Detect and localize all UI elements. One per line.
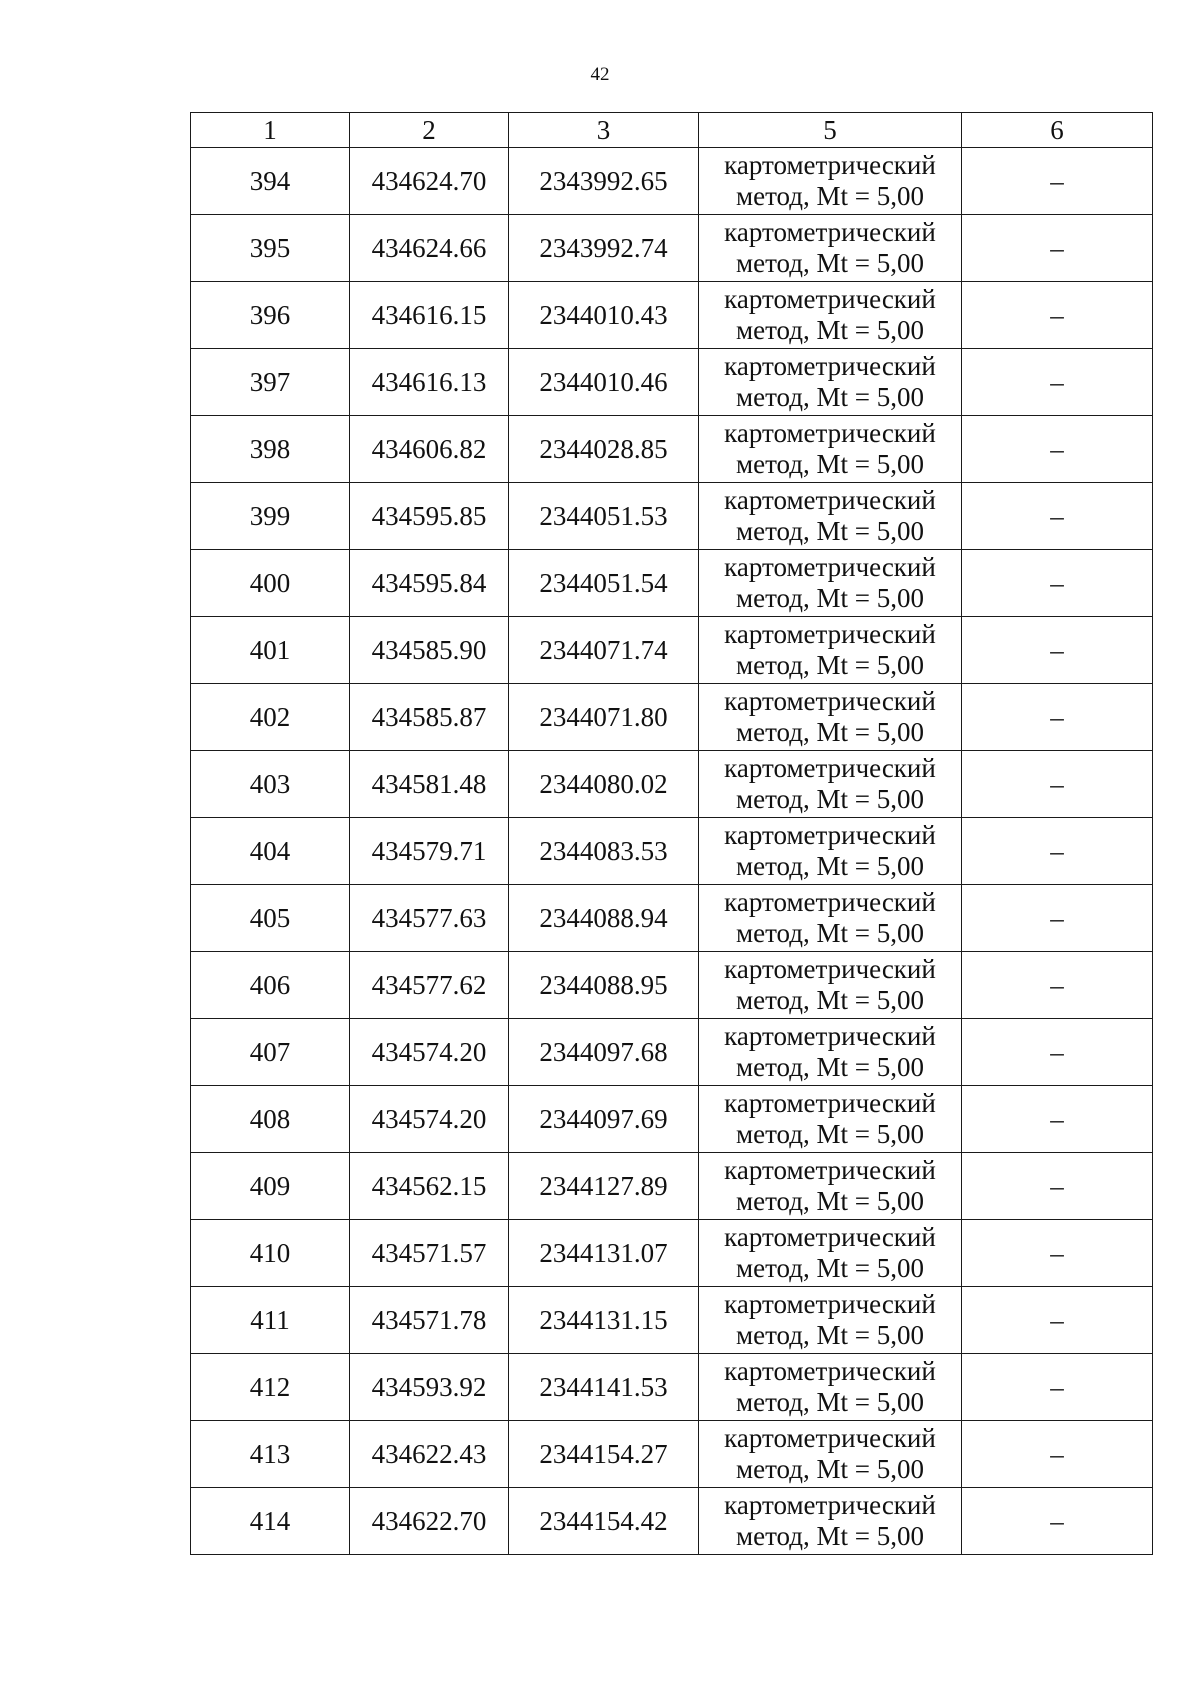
cell-x: 434574.20 [350,1086,509,1153]
cell-point-number: 408 [191,1086,350,1153]
coordinates-table [190,112,1153,1555]
cell-x: 434577.62 [350,952,509,1019]
table-row [191,282,1153,349]
cell-x: 434579.71 [350,818,509,885]
method-line-1: картометрический [724,1155,936,1185]
table-row [191,349,1153,416]
cell-x: 434606.82 [350,416,509,483]
method-line-1: картометрический [724,1222,936,1252]
cell-point-number: 400 [191,550,350,617]
method-line-2: метод, Mt = 5,00 [736,1320,924,1350]
cell-point-number: 403 [191,751,350,818]
cell-col6: – [962,1488,1153,1555]
cell-col6: – [962,1421,1153,1488]
cell-x: 434581.48 [350,751,509,818]
cell-x: 434616.13 [350,349,509,416]
cell-method [699,1019,962,1086]
cell-col6: – [962,215,1153,282]
cell-y: 2344083.53 [509,818,699,885]
method-line-1: картометрический [724,954,936,984]
cell-point-number: 401 [191,617,350,684]
cell-method [699,1421,962,1488]
table-row [191,1488,1153,1555]
cell-method [699,148,962,215]
table-row [191,1421,1153,1488]
page-number: 42 [590,64,610,85]
method-line-1: картометрический [724,887,936,917]
cell-y: 2344080.02 [509,751,699,818]
cell-method [699,1354,962,1421]
method-line-2: метод, Mt = 5,00 [736,851,924,881]
cell-y: 2344051.53 [509,483,699,550]
method-line-1: картометрический [724,284,936,314]
method-line-1: картометрический [724,217,936,247]
method-line-2: метод, Mt = 5,00 [736,650,924,680]
table-row [191,617,1153,684]
method-line-1: картометрический [724,418,936,448]
cell-y: 2344097.69 [509,1086,699,1153]
header-cell-method: 5 [699,113,962,148]
cell-x: 434571.78 [350,1287,509,1354]
cell-col6: – [962,751,1153,818]
table-row [191,1220,1153,1287]
cell-method [699,617,962,684]
table-row [191,148,1153,215]
cell-col6: – [962,349,1153,416]
header-row [191,113,1153,148]
cell-x: 434622.70 [350,1488,509,1555]
cell-point-number: 410 [191,1220,350,1287]
cell-col6: – [962,1153,1153,1220]
cell-method [699,1086,962,1153]
cell-col6: – [962,1019,1153,1086]
header-cell-x: 2 [350,113,509,148]
cell-x: 434593.92 [350,1354,509,1421]
cell-method [699,1287,962,1354]
cell-point-number: 404 [191,818,350,885]
cell-x: 434624.70 [350,148,509,215]
method-line-1: картометрический [724,150,936,180]
cell-col6: – [962,885,1153,952]
method-line-1: картометрический [724,1289,936,1319]
method-line-2: метод, Mt = 5,00 [736,516,924,546]
cell-method [699,818,962,885]
cell-method [699,952,962,1019]
cell-y: 2344088.94 [509,885,699,952]
cell-x: 434585.87 [350,684,509,751]
cell-point-number: 397 [191,349,350,416]
method-line-2: метод, Mt = 5,00 [736,315,924,345]
cell-y: 2344051.54 [509,550,699,617]
cell-method [699,684,962,751]
method-line-1: картометрический [724,485,936,515]
cell-x: 434585.90 [350,617,509,684]
cell-col6: – [962,617,1153,684]
cell-y: 2344088.95 [509,952,699,1019]
table-row [191,416,1153,483]
method-line-1: картометрический [724,1490,936,1520]
method-line-2: метод, Mt = 5,00 [736,717,924,747]
cell-col6: – [962,818,1153,885]
cell-point-number: 394 [191,148,350,215]
cell-method [699,1220,962,1287]
method-line-1: картометрический [724,619,936,649]
table-body [191,148,1153,1555]
cell-x: 434624.66 [350,215,509,282]
method-line-2: метод, Mt = 5,00 [736,784,924,814]
cell-method [699,751,962,818]
method-line-1: картометрический [724,686,936,716]
method-line-2: метод, Mt = 5,00 [736,583,924,613]
cell-x: 434577.63 [350,885,509,952]
table-row [191,818,1153,885]
cell-col6: – [962,952,1153,1019]
cell-col6: – [962,1086,1153,1153]
header-cell-col6: 6 [962,113,1153,148]
cell-point-number: 399 [191,483,350,550]
cell-col6: – [962,148,1153,215]
cell-y: 2344097.68 [509,1019,699,1086]
cell-method [699,215,962,282]
cell-x: 434574.20 [350,1019,509,1086]
cell-y: 2343992.65 [509,148,699,215]
cell-x: 434616.15 [350,282,509,349]
method-line-2: метод, Mt = 5,00 [736,985,924,1015]
cell-point-number: 405 [191,885,350,952]
cell-y: 2344154.42 [509,1488,699,1555]
method-line-2: метод, Mt = 5,00 [736,382,924,412]
method-line-2: метод, Mt = 5,00 [736,449,924,479]
method-line-2: метод, Mt = 5,00 [736,1387,924,1417]
cell-y: 2344010.46 [509,349,699,416]
header-cell-point-number: 1 [191,113,350,148]
cell-point-number: 407 [191,1019,350,1086]
table-row [191,1086,1153,1153]
table-row [191,550,1153,617]
method-line-2: метод, Mt = 5,00 [736,1052,924,1082]
method-line-2: метод, Mt = 5,00 [736,1454,924,1484]
cell-y: 2343992.74 [509,215,699,282]
cell-point-number: 414 [191,1488,350,1555]
table-row [191,215,1153,282]
table-header [191,113,1153,148]
method-line-2: метод, Mt = 5,00 [736,918,924,948]
cell-y: 2344141.53 [509,1354,699,1421]
cell-x: 434595.84 [350,550,509,617]
cell-x: 434595.85 [350,483,509,550]
method-line-1: картометрический [724,1356,936,1386]
cell-method [699,1488,962,1555]
method-line-2: метод, Mt = 5,00 [736,1521,924,1551]
cell-col6: – [962,282,1153,349]
cell-method [699,349,962,416]
cell-point-number: 396 [191,282,350,349]
cell-y: 2344071.74 [509,617,699,684]
method-line-1: картометрический [724,1423,936,1453]
method-line-1: картометрический [724,820,936,850]
cell-col6: – [962,483,1153,550]
method-line-2: метод, Mt = 5,00 [736,181,924,211]
cell-x: 434571.57 [350,1220,509,1287]
method-line-1: картометрический [724,552,936,582]
table-row [191,684,1153,751]
cell-point-number: 411 [191,1287,350,1354]
cell-point-number: 402 [191,684,350,751]
cell-point-number: 409 [191,1153,350,1220]
cell-method [699,550,962,617]
cell-col6: – [962,550,1153,617]
cell-col6: – [962,684,1153,751]
cell-col6: – [962,416,1153,483]
cell-x: 434622.43 [350,1421,509,1488]
table-row [191,483,1153,550]
cell-method [699,1153,962,1220]
cell-point-number: 412 [191,1354,350,1421]
method-line-1: картометрический [724,753,936,783]
table-row [191,885,1153,952]
method-line-1: картометрический [724,351,936,381]
method-line-2: метод, Mt = 5,00 [736,1119,924,1149]
cell-y: 2344154.27 [509,1421,699,1488]
cell-col6: – [962,1287,1153,1354]
cell-y: 2344028.85 [509,416,699,483]
method-line-2: метод, Mt = 5,00 [736,248,924,278]
method-line-1: картометрический [724,1021,936,1051]
table-row [191,1287,1153,1354]
cell-method [699,416,962,483]
cell-point-number: 413 [191,1421,350,1488]
cell-y: 2344071.80 [509,684,699,751]
table-row [191,1019,1153,1086]
cell-point-number: 395 [191,215,350,282]
cell-point-number: 398 [191,416,350,483]
cell-y: 2344131.07 [509,1220,699,1287]
cell-y: 2344127.89 [509,1153,699,1220]
cell-col6: – [962,1220,1153,1287]
cell-method [699,885,962,952]
header-cell-y: 3 [509,113,699,148]
method-line-1: картометрический [724,1088,936,1118]
cell-y: 2344131.15 [509,1287,699,1354]
table-row [191,1153,1153,1220]
cell-method [699,282,962,349]
method-line-2: метод, Mt = 5,00 [736,1186,924,1216]
table-row [191,952,1153,1019]
cell-point-number: 406 [191,952,350,1019]
table-row [191,751,1153,818]
cell-col6: – [962,1354,1153,1421]
cell-method [699,483,962,550]
method-line-2: метод, Mt = 5,00 [736,1253,924,1283]
table-row [191,1354,1153,1421]
cell-x: 434562.15 [350,1153,509,1220]
cell-y: 2344010.43 [509,282,699,349]
